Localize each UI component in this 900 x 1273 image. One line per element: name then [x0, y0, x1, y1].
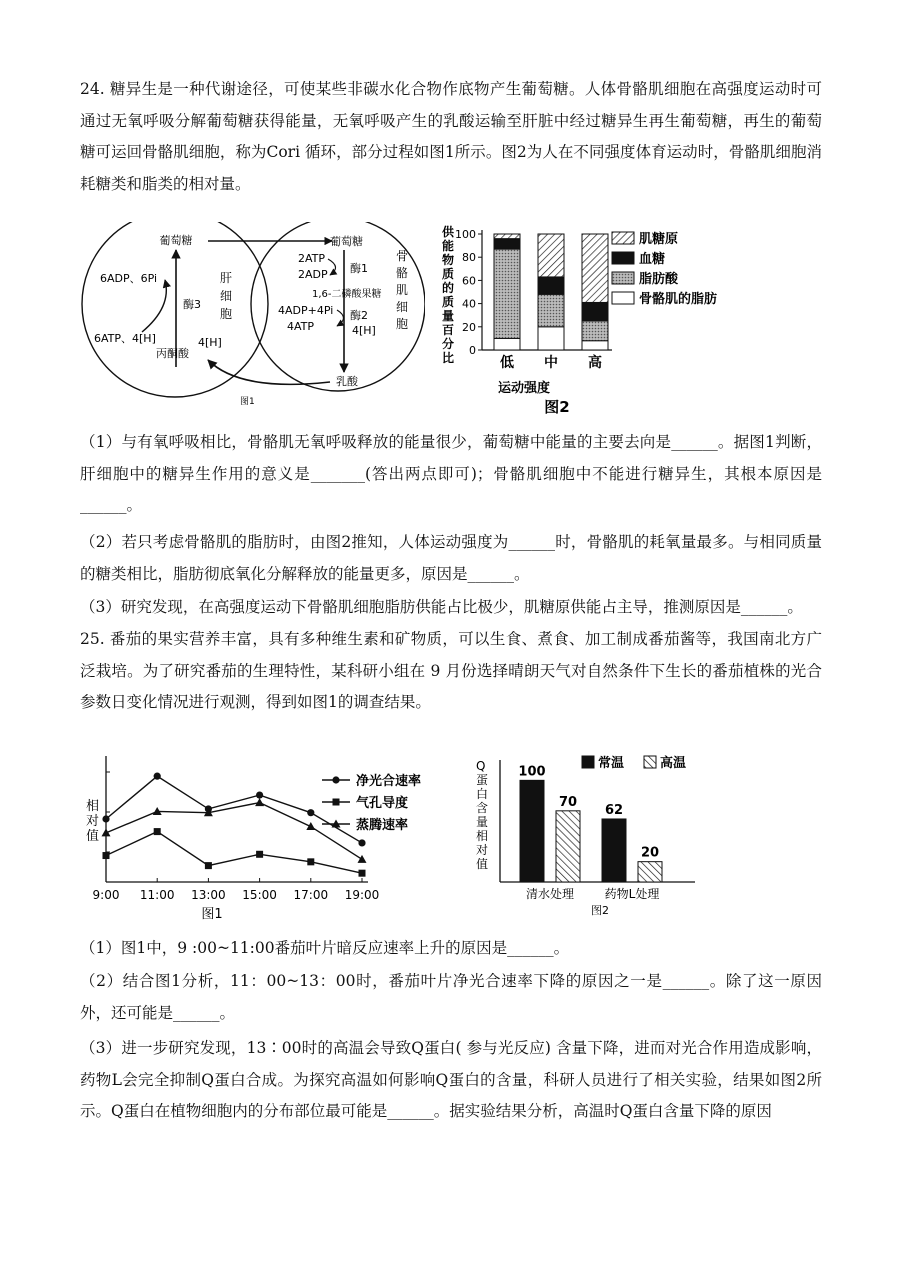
q24-sub2: （2）若只考虑骨骼肌的脂肪时，由图2推知，人体运动强度为______时，骨骼肌的耗氧量最多。与相同质量的糖类相比，脂肪彻底氧化分解释放的能量更多，原因是______。: [80, 533, 822, 583]
fig2-x-tick-label: 低: [500, 355, 514, 371]
q25-fig2-x-tick-label: 药物L处理: [604, 887, 660, 901]
svg-text:相: 相: [86, 799, 100, 814]
q25-fig2-bar: [602, 819, 626, 882]
svg-text:Q: Q: [476, 759, 486, 773]
q25-fig1-point: [154, 773, 161, 780]
q25-fig1-point: [358, 839, 365, 846]
svg-text:肌: 肌: [396, 283, 409, 297]
q25-fig1-point: [307, 809, 314, 816]
svg-text:能: 能: [442, 239, 455, 253]
muscle-adp2-label: 2ADP: [298, 268, 328, 281]
q25-fig2-legend-label: 常温: [598, 756, 625, 771]
fig2-bar-segment: [494, 234, 520, 239]
q25-fig2-data-label: 70: [558, 794, 578, 810]
q25-fig1-point: [102, 815, 109, 822]
svg-text:蒸腾速率: 蒸腾速率: [356, 818, 409, 833]
svg-text:量: 量: [476, 815, 489, 829]
svg-text:质: 质: [442, 295, 455, 309]
q25-fig1-point: [102, 828, 111, 836]
q25-fig1-legend-item: [322, 773, 421, 789]
q25-fig1-series: [102, 798, 367, 863]
fig2-y-tick-label: 100: [455, 228, 476, 241]
fig2-bar-segment: [494, 249, 520, 338]
q24-fig2-caption: 图2: [544, 398, 570, 416]
svg-text:物: 物: [442, 253, 455, 267]
muscle-atp4-label: 4ATP: [287, 320, 315, 333]
q24-fig1-diagram: [80, 222, 425, 422]
q25-fig2-legend-swatch: [582, 756, 594, 768]
q25-fig1-series: [102, 773, 365, 847]
muscle-enzyme1-label: 酶1: [350, 262, 368, 275]
q25-fig1-legend-item: [322, 817, 408, 833]
fig2-y-tick-label: 0: [469, 344, 476, 357]
muscle-h-label: 4[H]: [352, 324, 376, 337]
fig2-legend-swatch: [612, 252, 634, 264]
fig2-y-tick-label: 60: [462, 274, 476, 288]
svg-text:量: 量: [442, 309, 455, 323]
q25-fig2-data-label: 62: [604, 802, 624, 818]
liver-pyruvate-label: 丙酮酸: [156, 347, 189, 360]
svg-text:胞: 胞: [220, 307, 233, 321]
q25-fig1-x-tick-label: 11:00: [139, 888, 175, 902]
fig2-legend-swatch: [612, 292, 634, 304]
q25-fig1-point: [256, 791, 263, 798]
q25-fig1-chart: [82, 748, 462, 924]
fig2-legend-label: 脂肪酸: [639, 272, 679, 287]
fig2-bar-segment: [538, 234, 564, 277]
fig2-bar-segment: [538, 277, 564, 294]
fig2-x-tick-label: 高: [588, 355, 602, 371]
q25-intro: 25. 番茄的果实营养丰富，具有多种维生素和矿物质，可以生食、煮食、加工制成番茄酱等，我国南北方广泛栽培。为了研究番茄的生理特性，某科研小组在 9 月份选择晴朗天气对自然条件下生长的番茄植株的光合参数日变化情况进行观测，得到如图1的调查结果。: [80, 630, 822, 711]
muscle-fbp-label: 1,6-二磷酸果糖: [312, 289, 382, 300]
fig2-x-tick-label: 中: [544, 355, 558, 371]
q25-fig1-point: [359, 870, 366, 877]
fig2-legend-label: 骨骼肌的脂肪: [639, 292, 718, 307]
q25-fig2-chart: [470, 748, 700, 920]
svg-text:蛋: 蛋: [476, 773, 489, 787]
q25-fig2-data-label: 100: [518, 764, 546, 780]
q25-fig1-point: [255, 798, 264, 806]
fig2-bar-segment: [538, 327, 564, 350]
liver-enzyme3-label: 酶3: [183, 298, 201, 311]
q25-fig2-data-label: 20: [640, 845, 660, 861]
fig2-bar-segment: [582, 302, 608, 321]
svg-text:百: 百: [442, 323, 455, 337]
fig2-bar-segment: [582, 341, 608, 350]
q25-fig1-series: [103, 828, 366, 877]
q24-sub1: （1）与有氧呼吸相比，骨骼肌无氧呼吸释放的能量很少，葡萄糖中能量的主要去向是______。据图1判断，肝细胞中的糖异生作用的意义是_______(答出两点即可)；骨骼肌细胞中不能进行糖异生，其根本原因是______。: [80, 433, 822, 514]
q24-fig1-caption: 图1: [240, 397, 255, 407]
muscle-glucose-label: 葡萄糖: [330, 235, 363, 248]
fig2-legend-swatch: [612, 232, 634, 244]
muscle-lactate-label: 乳酸: [336, 375, 358, 388]
q25-fig2-bar: [556, 811, 580, 882]
liver-atp-label: 6ATP、4[H]: [94, 332, 156, 345]
svg-text:细: 细: [396, 300, 409, 314]
q25-fig1-x-tick-label: 19:00: [344, 888, 380, 902]
muscle-adp4-label: 4ADP+4Pi: [278, 304, 334, 317]
q25-fig1-x-tick-label: 13:00: [191, 888, 226, 902]
svg-text:的: 的: [442, 281, 455, 295]
svg-text:供: 供: [442, 225, 455, 239]
fig2-y-tick-label: 80: [462, 251, 476, 265]
svg-text:含: 含: [476, 801, 489, 815]
fig2-y-tick-label: 20: [462, 320, 476, 334]
q25-fig2-bar: [638, 862, 662, 882]
fig2-y-tick-label: 40: [462, 297, 476, 311]
svg-text:值: 值: [476, 857, 489, 871]
q25-fig2-legend-swatch: [644, 756, 656, 768]
fig2-legend-label: 血糖: [639, 252, 666, 267]
fig2-bar-segment: [538, 294, 564, 326]
q25-fig2-bar: [520, 780, 544, 882]
svg-text:白: 白: [476, 787, 489, 801]
q25-fig1-caption: 图1: [201, 907, 223, 922]
q24-intro: 24. 糖异生是一种代谢途径，可使某些非碳水化合物作底物产生葡萄糖。人体骨骼肌细胞在高强度运动时可通过无氧呼吸分解葡萄糖获得能量，无氧呼吸产生的乳酸运输至肝脏中经过糖异生再生葡萄糖，再生的葡萄糖可运回骨骼肌细胞，称为Cori 循环，部分过程如图1所示。图2为人在不同强度体育运动时，骨骼肌细胞消耗糖类和脂类的相对量。: [80, 80, 822, 193]
fig2-x-axis-label: 运动强度: [497, 381, 551, 396]
svg-text:细: 细: [220, 289, 233, 303]
q25-fig2-y-axis-label: [476, 759, 488, 871]
q24-fig2-chart: [432, 222, 744, 420]
svg-text:气孔导度: 气孔导度: [356, 796, 409, 811]
svg-text:对: 对: [476, 843, 489, 857]
q25-fig1-x-tick-label: 9:00: [92, 888, 120, 902]
q25-fig1-point: [358, 855, 367, 863]
liver-glucose-label: 葡萄糖: [159, 234, 193, 247]
fig2-bar-segment: [582, 234, 608, 302]
svg-text:分: 分: [442, 337, 455, 351]
fig2-bar-segment: [494, 338, 520, 350]
q25-fig1-x-tick-label: 17:00: [293, 888, 329, 902]
svg-text:相: 相: [476, 829, 489, 843]
fig2-y-axis-label: [442, 224, 455, 365]
svg-text:净光合速率: 净光合速率: [356, 774, 422, 789]
svg-text:比: 比: [442, 351, 455, 365]
q25-sub3: （3）进一步研究发现，13∶00时的高温会导致Q蛋白( 参与光反应) 含量下降，进而对光合作用造成影响，药物L会完全抑制Q蛋白合成。为探究高温如何影响Q蛋白的含量，科研人员进行了相关实验，结果如图2所示。Q蛋白在植物细胞内的分布部位最可能是______。据实验结果分析，高温时Q蛋白含量下降的原因: [80, 1039, 822, 1120]
svg-text:胞: 胞: [396, 317, 409, 331]
q25-fig2-caption: 图2: [591, 904, 609, 917]
fig2-legend-swatch: [612, 272, 634, 284]
muscle-atp2-label: 2ATP: [298, 252, 326, 265]
fig2-bar-segment: [494, 239, 520, 249]
svg-text:值: 值: [86, 829, 100, 844]
svg-text:质: 质: [442, 267, 455, 281]
q25-fig1-point: [154, 828, 161, 835]
svg-text:对: 对: [86, 814, 100, 829]
q25-fig1-y-axis-label: [86, 798, 99, 844]
liver-cell-label: [220, 271, 232, 321]
q25-fig1-point: [256, 851, 263, 858]
liver-adp-label: 6ADP、6Pi: [100, 272, 158, 285]
q25-fig1-point: [205, 862, 212, 869]
q25-fig1-point: [307, 858, 314, 865]
q25-sub1: （1）图1中，9 :00~11:00番茄叶片暗反应速率上升的原因是______。: [80, 939, 570, 957]
fig2-bar-segment: [582, 321, 608, 341]
svg-text:骼: 骼: [396, 266, 409, 280]
muscle-cell-label: [396, 249, 408, 331]
q25-fig2-x-tick-label: 清水处理: [525, 887, 575, 901]
q25-fig1-point: [306, 822, 315, 830]
q25-fig1-point: [103, 852, 110, 859]
svg-text:骨: 骨: [396, 249, 409, 263]
svg-text:肝: 肝: [220, 271, 233, 285]
q25-fig1-x-tick-label: 15:00: [242, 888, 277, 902]
fig2-legend-label: 肌糖原: [639, 232, 679, 247]
liver-h-label: 4[H]: [198, 336, 222, 349]
q25-fig2-legend-label: 高温: [660, 756, 687, 771]
q25-fig1-legend-item: [322, 795, 408, 811]
muscle-enzyme2-label: 酶2: [350, 309, 368, 322]
q25-sub2: （2）结合图1分析，11：00~13：00时，番茄叶片净光合速率下降的原因之一是______。除了这一原因外，还可能是______。: [80, 972, 822, 1022]
q24-sub3: （3）研究发现，在高强度运动下骨骼肌细胞脂肪供能占比极少，肌糖原供能占主导，推测原因是______。: [80, 598, 803, 616]
